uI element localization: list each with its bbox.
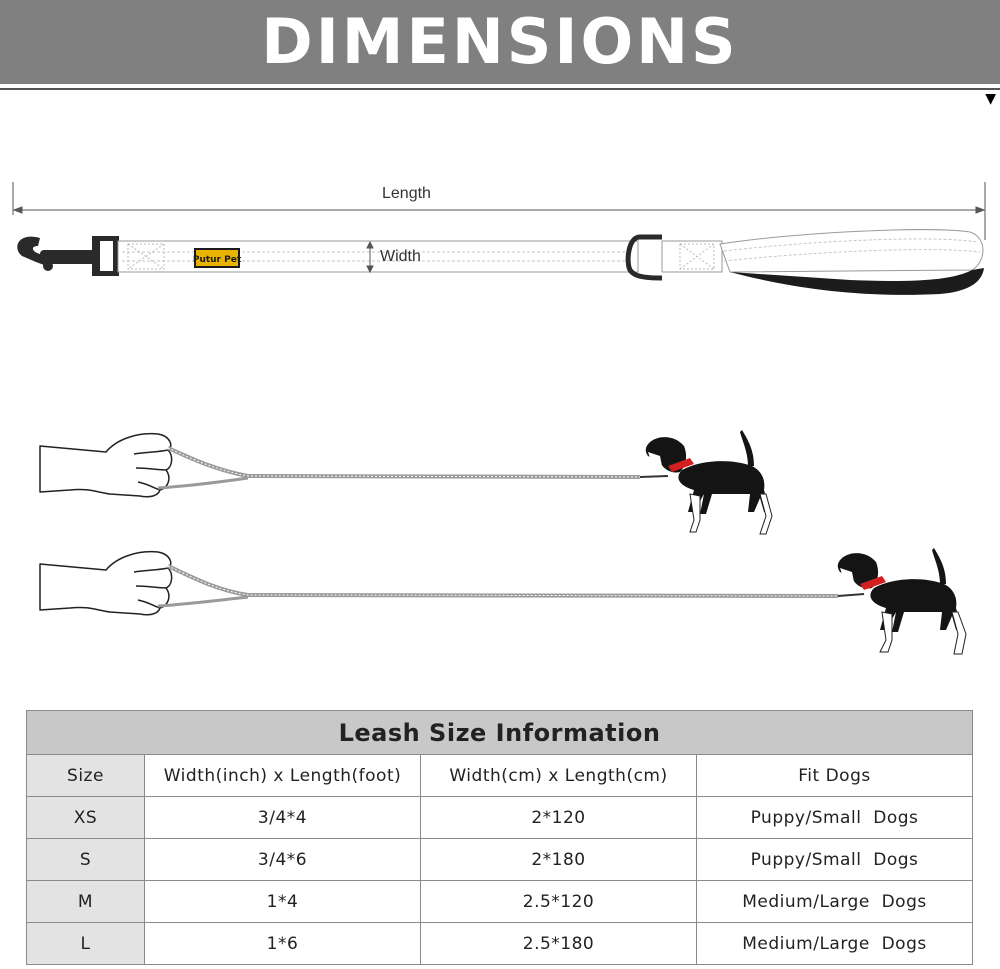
brand-logo xyxy=(193,248,242,268)
length-measure-line xyxy=(13,182,985,240)
inch-cell: 3/4*6 xyxy=(145,839,421,881)
cm-cell: 2*180 xyxy=(421,839,697,881)
table-row xyxy=(27,839,973,881)
column-header: Fit Dogs xyxy=(697,755,973,797)
inch-cell: 1*4 xyxy=(145,881,421,923)
table-title: Leash Size Information xyxy=(27,711,973,755)
length-label: Length xyxy=(382,185,431,202)
table-row xyxy=(27,797,973,839)
size-cell: L xyxy=(27,923,145,965)
fit-cell: Medium/Large Dogs xyxy=(697,923,973,965)
size-cell: S xyxy=(27,839,145,881)
cm-cell: 2*120 xyxy=(421,797,697,839)
short-leash-illustration xyxy=(0,420,1000,550)
dog-icon xyxy=(838,548,966,654)
hand-icon xyxy=(40,434,172,497)
table-row xyxy=(27,923,973,965)
dimensions-banner xyxy=(0,0,1000,84)
triangle-down-icon: ▼ xyxy=(985,91,996,107)
size-cell: M xyxy=(27,881,145,923)
table-row xyxy=(27,881,973,923)
banner-divider xyxy=(0,88,1000,90)
cm-cell: 2.5*180 xyxy=(421,923,697,965)
fit-cell: Medium/Large Dogs xyxy=(697,881,973,923)
banner-title: DIMENSIONS xyxy=(261,5,739,78)
fit-cell: Puppy/Small Dogs xyxy=(697,797,973,839)
inch-cell: 3/4*4 xyxy=(145,797,421,839)
hand-icon xyxy=(40,552,172,615)
snap-hook xyxy=(17,236,119,276)
width-label: Width xyxy=(380,248,421,265)
column-header: Width(cm) x Length(cm) xyxy=(421,755,697,797)
long-leash-illustration xyxy=(0,540,1000,670)
leash-handle xyxy=(662,230,984,295)
size-cell: XS xyxy=(27,797,145,839)
table-header-row xyxy=(27,755,973,797)
dog-icon xyxy=(646,430,772,534)
column-header: Width(inch) x Length(foot) xyxy=(145,755,421,797)
cm-cell: 2.5*120 xyxy=(421,881,697,923)
column-header: Size xyxy=(27,755,145,797)
fit-cell: Puppy/Small Dogs xyxy=(697,839,973,881)
inch-cell: 1*6 xyxy=(145,923,421,965)
leash-size-table xyxy=(26,710,973,965)
svg-text:Putur Pet: Putur Pet xyxy=(192,255,242,265)
